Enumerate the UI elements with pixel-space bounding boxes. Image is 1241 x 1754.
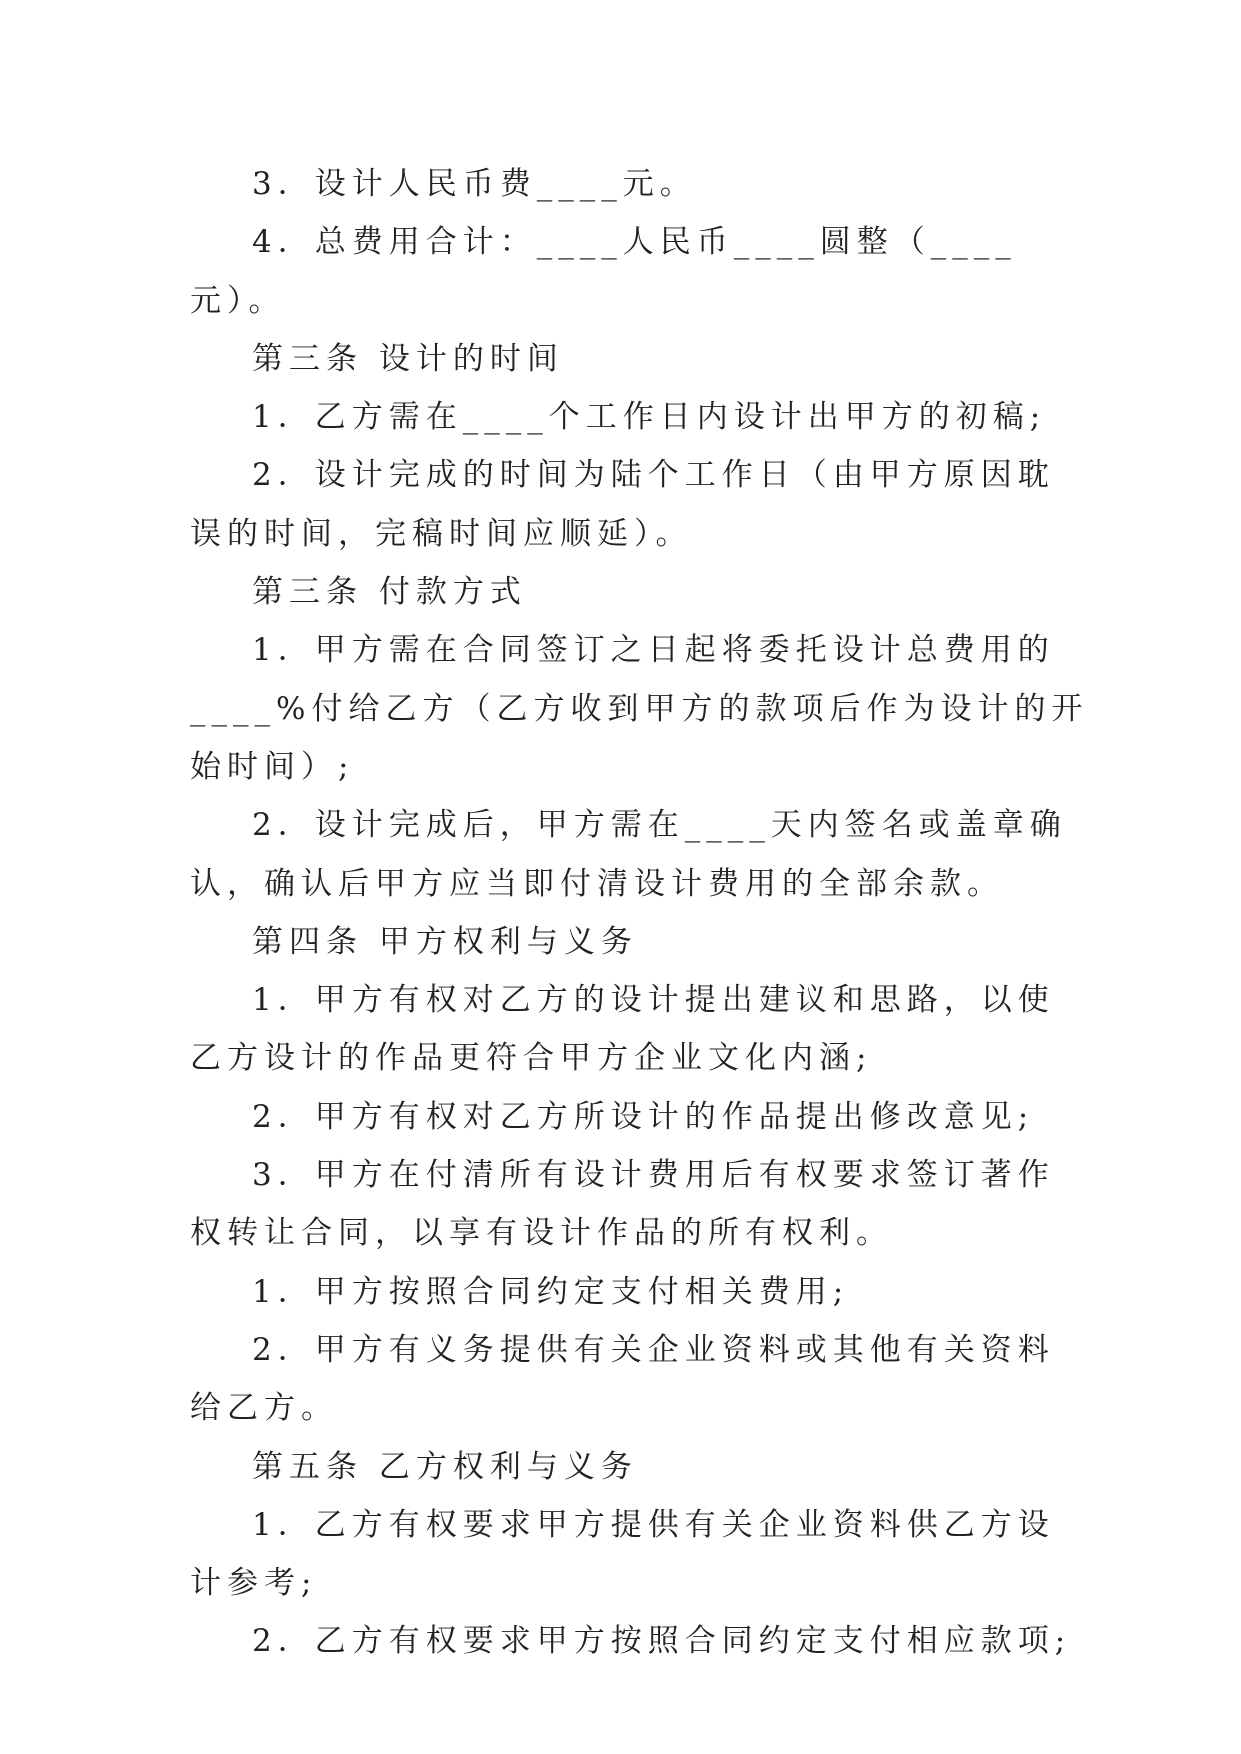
paragraph-party-a-duty-2: 2．甲方有义务提供有关企业资料或其他有关资料给乙方。 (190, 1331, 1055, 1427)
heading-party-b-rights: 第五条 乙方权利与义务 (252, 1448, 638, 1485)
heading-design-time: 第三条 设计的时间 (252, 340, 564, 377)
paragraph-total-fee: 4．总费用合计：____人民币____圆整（____元）。 (190, 224, 1017, 319)
paragraph-design-fee: 3．设计人民币费____元。 (252, 166, 697, 202)
heading-party-a-rights: 第四条 甲方权利与义务 (252, 923, 638, 960)
paragraph-party-a-duty-1: 1．甲方按照合同约定支付相关费用; (252, 1273, 850, 1310)
paragraph-party-b-right-2: 2．乙方有权要求甲方按照合同约定支付相应款项; (252, 1623, 1072, 1660)
document-body (190, 155, 1090, 1671)
paragraph-completion-time: 2．设计完成的时间为陆个工作日（由甲方原因耽误的时间，完稿时间应顺延）。 (190, 457, 1055, 552)
paragraph-party-a-right-3: 3．甲方在付清所有设计费用后有权要求签订著作权转让合同，以享有设计作品的所有权利。 (190, 1157, 1055, 1252)
paragraph-advance-payment: 1．甲方需在合同签订之日起将委托设计总费用的____%付给乙方（乙方收到甲方的款项后作为设计的开始时间）; (190, 632, 1089, 785)
paragraph-final-payment: 2．设计完成后，甲方需在____天内签名或盖章确认，确认后甲方应当即付清设计费用的全部余款。 (190, 807, 1067, 902)
paragraph-party-a-right-2: 2．甲方有权对乙方所设计的作品提出修改意见; (252, 1098, 1035, 1135)
paragraph-party-a-right-1: 1．甲方有权对乙方的设计提出建议和思路，以使乙方设计的作品更符合甲方企业文化内涵; (190, 982, 1055, 1077)
paragraph-first-draft: 1．乙方需在____个工作日内设计出甲方的初稿; (252, 399, 1047, 436)
heading-payment-method: 第三条 付款方式 (252, 574, 527, 611)
paragraph-party-b-right-1: 1．乙方有权要求甲方提供有关企业资料供乙方设计参考; (190, 1506, 1055, 1602)
